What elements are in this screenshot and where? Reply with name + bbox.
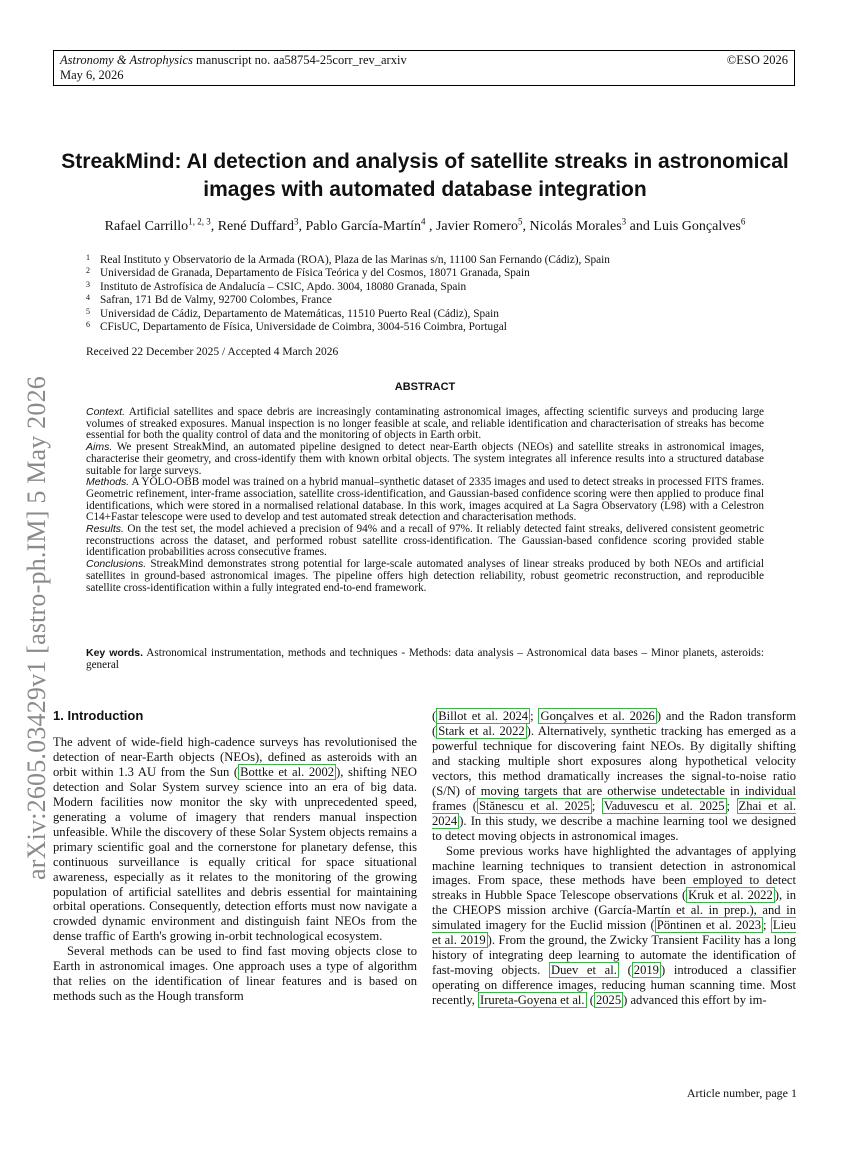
citation-link[interactable]: Lieu et al. 2019 xyxy=(432,918,796,948)
journal-name: Astronomy & Astrophysics xyxy=(60,53,193,67)
affiliation: 3 Instituto de Astrofísica de Andalucía – CSIC, Apdo. 3004, 18080 Granada, Spain xyxy=(86,279,467,293)
received-accepted-dates: Received 22 December 2025 / Accepted 4 March 2026 xyxy=(86,346,339,358)
paragraph: The advent of wide-field high-cadence surveys has revolutionised the detection of near-Earth objects (NEOs), defined as asteroids with an orbit within 1.3 AU from the Sun ( Bottke et al. 2002 ), shifting NEO detection and Solar System survey science into an era of big data. Modern facilities now monitor the sky with unprecedented speed, generating a volume of imagery that renders manual inspection unfeasible. While the discovery of these Solar System objects remains a primary scientific goal and the cornerstone for planetary defense, this continuous surveillance is equally critical for space situational awareness, especially as it relates to the monitoring of the growing population of artificial satellites and debris essential for maintaining orbital operations. Consequently, detection efforts must now navigate a crowded dynamic environment and distinguish faint NEOs from the dense traffic of Earth's growing in-orbit technological ecosystem. xyxy=(53,735,418,944)
citation-link[interactable]: Billot et al. 2024 xyxy=(438,709,529,723)
left-column xyxy=(53,735,417,1004)
author-list xyxy=(40,212,810,236)
right-column xyxy=(432,709,796,1008)
citation-link[interactable]: Kruk et al. 2022 xyxy=(688,888,773,903)
copyright: ©ESO 2026 xyxy=(726,53,788,67)
header-date: May 6, 2026 xyxy=(60,68,124,82)
citation-link[interactable]: Duev et al. xyxy=(551,963,617,978)
paragraph: Several methods can be used to find fast moving objects close to Earth in astronomical images. One approach uses a type of algorithm that relies on the identification of linear features and is based on methods such as the Hough transform xyxy=(53,944,417,1004)
abstract-aims: Aims. We present StreakMind, an automated pipeline designed to detect near-Earth objects (NEOs) and satellite streaks in astronomical images, characterise their geometry, and cross-identify them with known orbital objects. The system integrates all inference results into a structured database suitable for large surveys. xyxy=(86,441,764,477)
abstract-body xyxy=(86,407,764,594)
author: Nicolás Morales$^3$ and xyxy=(529,216,654,234)
author: René Duffard$^3$, xyxy=(217,216,306,234)
author: Pablo García-Martín$^4$ , xyxy=(305,216,436,234)
citation-link[interactable]: Bottke et al. 2002 xyxy=(240,764,335,779)
author: Rafael Carrillo$^{1, 2, 3}$, xyxy=(104,216,218,234)
abstract-context: Context. Artificial satellites and space debris are increasingly contaminating astronomical images, affecting scientific surveys and producing large volumes of streaked exposures. Manual inspection is no longer feasible at scale, and reliable identification and characterisation of streaks has become essential for both the quality control of data and the monitoring of objects in Earth orbit. xyxy=(86,406,764,442)
arxiv-identifier-stamp: arXiv:2605.03429v1 [astro-ph.IM] 5 May 2026 xyxy=(22,376,51,880)
paragraph: ( Billot et al. 2024 ; Gonçalves et al. 2026 ) and the Radon transform ( Stark et al. 2022 ). Alternatively, synthetic tracking has emerged as a powerful technique for discovering faint NEOs. By digitally shifting and stacking multiple short exposures along hypothetical velocity vectors, this method dramatically increases the signal-to-noise ratio (S/N) of moving targets that are otherwise undetectable in individual frames ( Stănescu et al. 2025 ; Vaduvescu et al. 2025 ; Zhai et al. 2024 ). In this study, we describe a machine learning tool we designed to detect moving objects in astronomical images. xyxy=(432,709,796,843)
citation-link[interactable]: 2025 xyxy=(595,993,622,1008)
affiliation: 6 CFisUC, Departamento de Física, Universidade de Coimbra, 3004-516 Coimbra, Portugal xyxy=(86,320,507,334)
citation-link[interactable]: Vaduvescu et al. 2025 xyxy=(603,798,725,813)
keywords: Key words. Astronomical instrumentation, methods and techniques - Methods: data analysis – Astronomical data bases – Minor planets, asteroids: general xyxy=(86,647,764,671)
affiliation: 1 Real Instituto y Observatorio de la Armada (ROA), Plaza de las Marinas s/n, 11100 San Fernando (Cádiz), Spain xyxy=(86,253,610,266)
citation-link[interactable]: 2019 xyxy=(633,963,659,978)
author: Luis Gonçalves$^6$ xyxy=(653,216,746,234)
citation-link[interactable]: Irureta-Goyena et al. xyxy=(480,993,585,1008)
affiliation: 2 Universidad de Granada, Departamento de Física Teórica y del Cosmos, 18071 Granada, Spain xyxy=(86,266,530,280)
citation-link[interactable]: Zhai et al. 2024 xyxy=(432,798,796,828)
citation-link[interactable]: Stănescu et al. 2025 xyxy=(478,798,590,813)
affiliation: 5 Universidad de Cádiz, Departamento de Matemáticas, 11510 Puerto Real (Cádiz), Spain xyxy=(86,306,499,320)
page-footer: Article number, page 1 xyxy=(686,1086,797,1100)
abstract-heading: ABSTRACT xyxy=(394,381,456,393)
affiliation: 4 Safran, 171 Bd de Valmy, 92700 Colombes, France xyxy=(86,293,332,307)
author: Javier Romero$^5$, xyxy=(435,216,530,234)
abstract-results: Results. On the test set, the model achieved a precision of 94% and a recall of 97%. It reliably detected faint streaks, delivered consistent geometric reconstructions across the dataset, and performed robust satellite cross-identification. The Gaussian-based confidence scoring provided stable identification probabilities across consecutive frames. xyxy=(86,523,764,559)
citation-link[interactable]: Gonçalves et al. 2026 xyxy=(540,709,655,723)
abstract-conclusions: Conclusions. StreakMind demonstrates strong potential for large-scale automated analyses of linear streaks produced by both NEOs and artificial satellites in ground-based astronomical images. The pipeline offers high detection reliability, robust geometric reconstruction, and reproducible satellite cross-identification within a fully integrated end-to-end framework. xyxy=(86,558,764,594)
manuscript-number: manuscript no. aa58754-25corr_rev_arxiv xyxy=(192,53,407,67)
abstract-methods: Methods. A YOLO-OBB model was trained on a hybrid manual–synthetic dataset of 2335 images and used to detect streaks in processed FITS frames. Geometric refinement, inter-frame association, satellite cross-identification, and Gaussian-based confidence scoring were then applied to produce final identifications, which were stored in a normalised relational database. In this work, images acquired at La Sagra Observatory (L98) with a Celestron C14+Fastar telescope were used to develop and test automated streak detection and characterisation methods. xyxy=(86,476,764,524)
affiliation-list xyxy=(86,254,786,334)
paper-title: StreakMind: AI detection and analysis of satellite streaks in astronomical images with automated database integration xyxy=(61,150,789,201)
paragraph: Some previous works have highlighted the advantages of applying machine learning techniques to transient detection in astronomical images. From space, these methods have been employed to detect streaks in Hubble Space Telescope observations ( Kruk et al. 2022 ), in the CHEOPS mission archive (García-Martín et al. in prep.), and in simulated imagery for the Euclid mission ( Pöntinen et al. 2023 ; Lieu et al. 2019 ). From the ground, the Zwicky Transient Facility has a long history of integrating deep learning to automate the identification of fast-moving objects. Duev et al. ( 2019 ) introduced a classifier operating on difference images, reducing human scanning time. Most recently, Irureta-Goyena et al. ( 2025 ) advanced this effort by im- xyxy=(432,843,797,1008)
section-heading-introduction: 1. Introduction xyxy=(53,708,144,723)
citation-link[interactable]: Stark et al. 2022 xyxy=(438,723,525,738)
manuscript-line xyxy=(60,53,788,68)
citation-link[interactable]: Pöntinen et al. 2023 xyxy=(656,918,762,933)
running-header xyxy=(53,50,795,86)
